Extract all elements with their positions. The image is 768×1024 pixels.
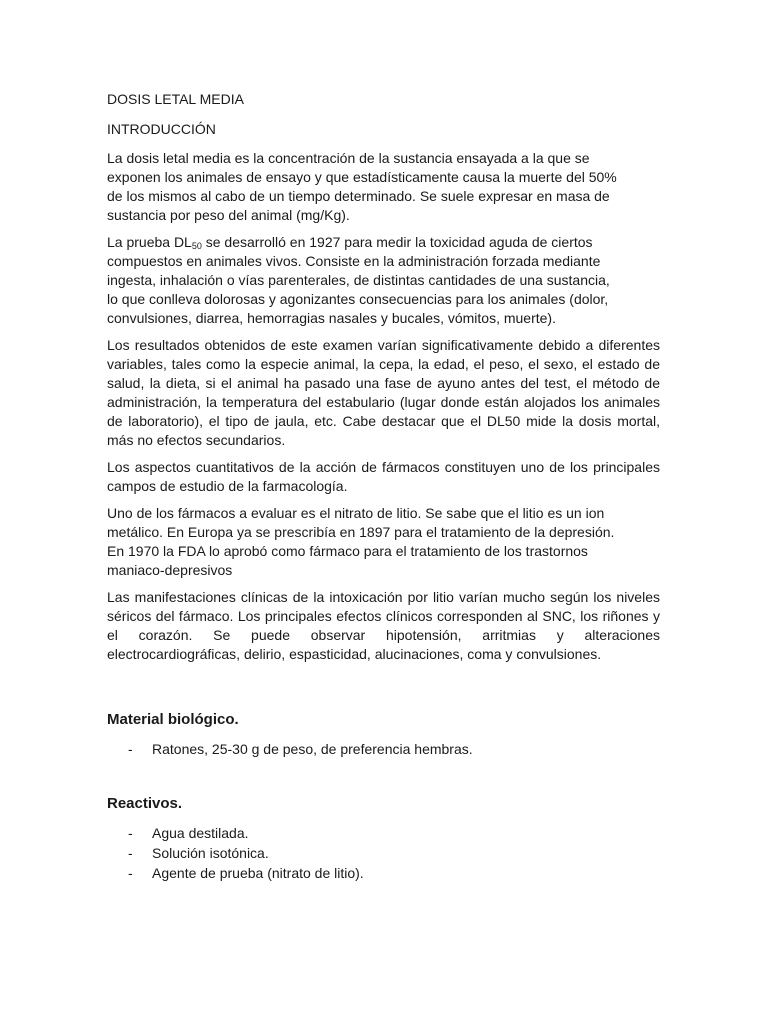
- bullet-dash: -: [128, 825, 133, 841]
- subscript-50: 50: [191, 241, 202, 251]
- bullet-dash: -: [128, 845, 133, 861]
- list-item: [107, 739, 660, 759]
- reactivos-list: [107, 823, 660, 883]
- document-body: [107, 90, 660, 883]
- paragraph-variables: Los resultados obtenidos de este examen varían significativamente debido a diferentes variables, tales como la especie animal, la cepa, la edad, el peso, el sexo, el estado de salud, la dieta, si el animal ha pasado una fase de ayuno antes del test, el método de administración, la temperatura del estabulario (lugar donde están alojados los animales de laboratorio), el tipo de jaula, etc. Cabe destacar que el DL50 mide la dosis mortal, más no efectos secundarios.: [107, 337, 660, 448]
- paragraph-line: exponen los animales de ensayo y que estadísticamente causa la muerte del 50%: [107, 169, 617, 185]
- list-item-text: Solución isotónica.: [152, 845, 269, 861]
- paragraph-line: maniaco-depresivos: [107, 562, 233, 578]
- paragraph-line: sustancia por peso del animal (mg/Kg).: [107, 207, 350, 223]
- document-title: DOSIS LETAL MEDIA: [107, 91, 244, 107]
- paragraph-line: compuestos en animales vivos. Consiste en la administración forzada mediante: [107, 253, 601, 269]
- material-heading: Material biológico.: [107, 711, 239, 728]
- list-item-text: Ratones, 25-30 g de peso, de preferencia hembras.: [152, 741, 473, 757]
- paragraph-line: lo que conlleva dolorosas y agonizantes consecuencias para los animales (dolor,: [107, 291, 609, 307]
- list-item-text: Agua destilada.: [152, 825, 249, 841]
- paragraph-line: Uno de los fármacos a evaluar es el nitrato de litio. Se sabe que el litio es un ion: [107, 505, 605, 521]
- paragraph-line: La prueba DL: [107, 234, 192, 250]
- paragraph-line: de los mismos al cabo de un tiempo determinado. Se suele expresar en masa de: [107, 188, 610, 204]
- paragraph-lithium: [107, 504, 660, 580]
- material-list: [107, 739, 660, 759]
- paragraph-ld50-history: [107, 233, 660, 328]
- list-item: [107, 863, 660, 883]
- paragraph-line: ingesta, inhalación o vías parenterales, de distintas cantidades de una sustancia,: [107, 272, 610, 288]
- list-item: [107, 843, 660, 863]
- paragraph-line: convulsiones, diarrea, hemorragias nasales y bucales, vómitos, muerte).: [107, 310, 556, 326]
- paragraph-line: La dosis letal media es la concentración de la sustancia ensayada a la que se: [107, 150, 590, 166]
- paragraph-line: metálico. En Europa ya se prescribía en 1897 para el tratamiento de la depresión.: [107, 524, 615, 540]
- list-item: [107, 823, 660, 843]
- paragraph-pharmacology: Los aspectos cuantitativos de la acción de fármacos constituyen uno de los principales campos de estudio de la farmacología.: [107, 459, 660, 494]
- paragraph-intoxication: Las manifestaciones clínicas de la intoxicación por litio varían mucho según los niveles séricos del fármaco. Los principales efectos clínicos corresponden al SNC, los riñones y el corazón. Se puede observar hipotensión, arritmias y alteraciones electrocardiográficas, delirio, espasticidad, alucinaciones, coma y convulsiones.: [107, 589, 660, 662]
- paragraph-line: En 1970 la FDA lo aprobó como fármaco para el tratamiento de los trastornos: [107, 543, 588, 559]
- paragraph-definition: [107, 149, 660, 225]
- paragraph-line: se desarrolló en 1927 para medir la toxicidad aguda de ciertos: [201, 234, 593, 250]
- list-item-text: Agente de prueba (nitrato de litio).: [152, 865, 364, 881]
- reactivos-heading: Reactivos.: [107, 795, 183, 812]
- bullet-dash: -: [128, 865, 133, 881]
- intro-heading: INTRODUCCIÓN: [107, 121, 216, 137]
- bullet-dash: -: [128, 741, 133, 757]
